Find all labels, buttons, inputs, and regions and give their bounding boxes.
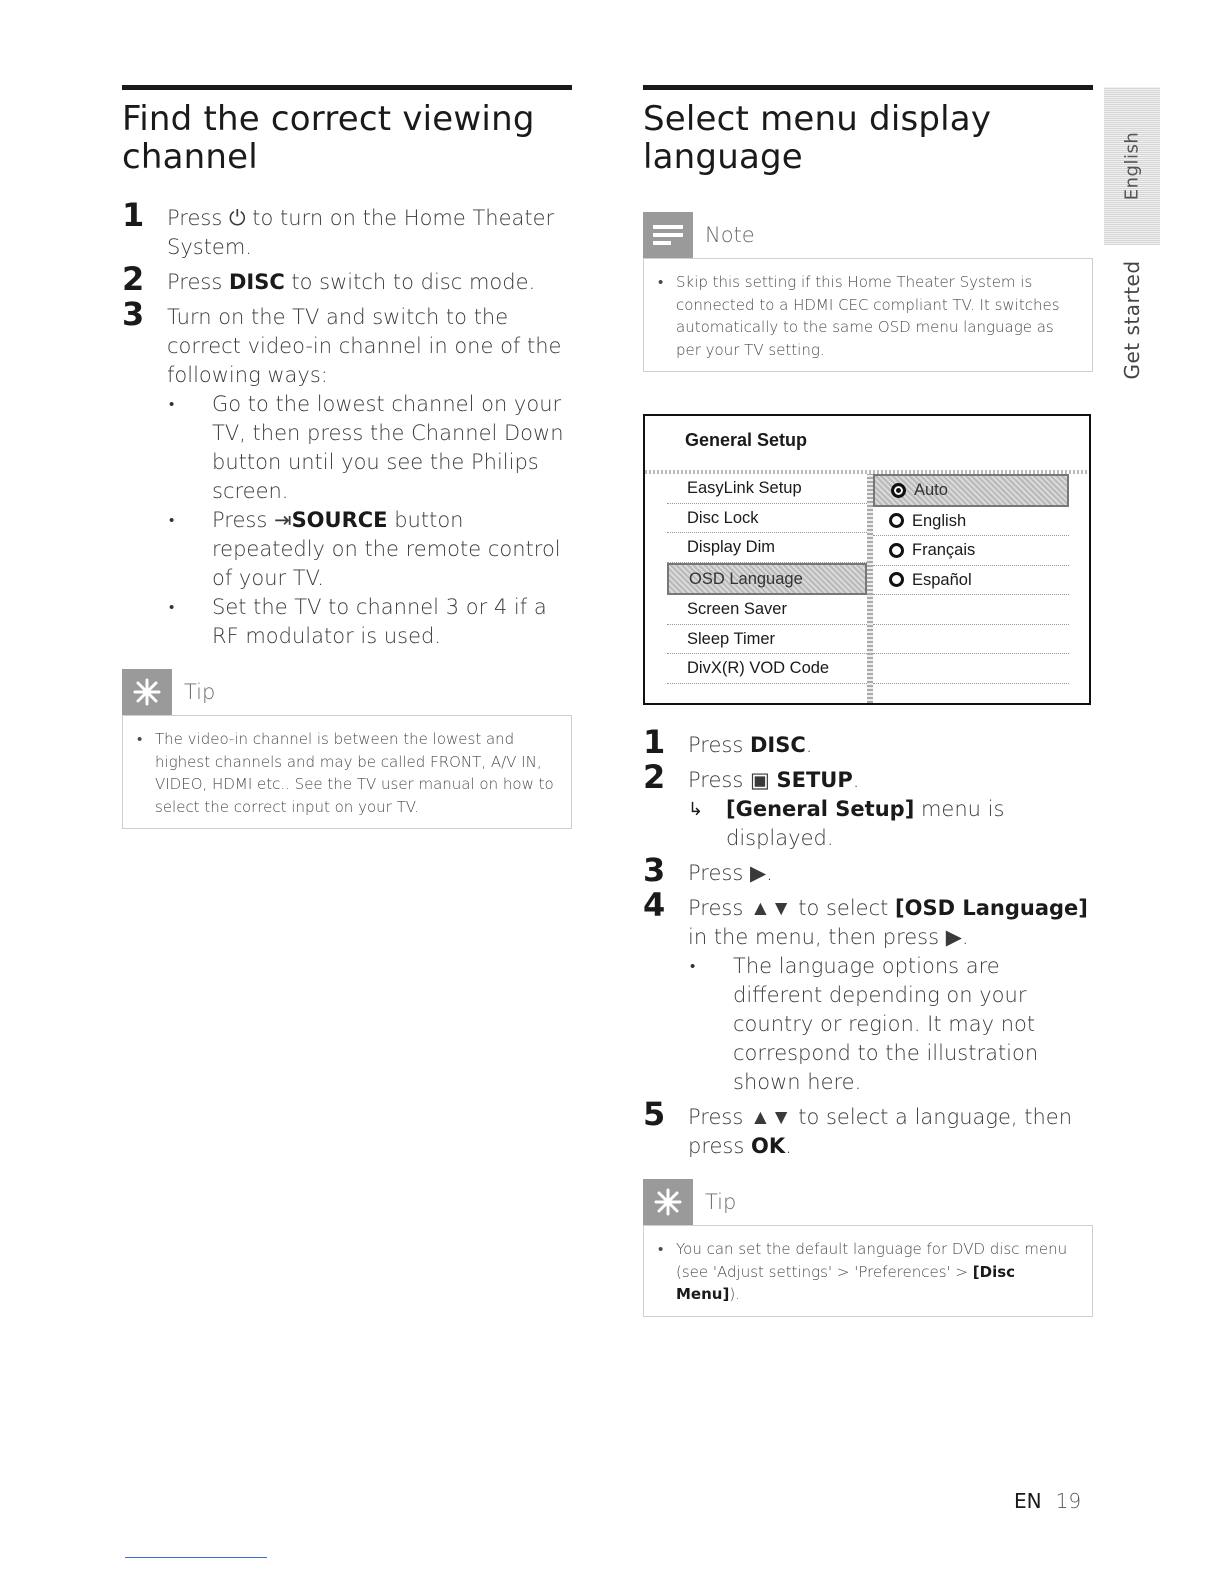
note-title: Note: [705, 223, 755, 247]
tip-asterisk-icon: [122, 669, 172, 715]
tip-title: Tip: [705, 1190, 737, 1214]
section-rule: [643, 85, 1093, 90]
note-icon: [643, 212, 693, 258]
step-1: 1 Press ⏻ to turn on the Home Theater System.: [122, 196, 555, 259]
step-result: ↳ [General Setup] menu is displayed.: [688, 797, 1005, 850]
footer-language: EN: [1014, 1489, 1042, 1513]
section-rule: [122, 85, 572, 90]
power-icon: ⏻: [228, 206, 246, 230]
step-5: 5 Press ▲▼ to select a language, then press OK.: [643, 1095, 1073, 1158]
bullet-item: • Press ⇥SOURCE button repeatedly on the remote control of your TV.: [167, 506, 572, 593]
osd-item: Disc Lock: [667, 504, 867, 534]
page-number: 19: [1055, 1489, 1082, 1513]
step-number: 1: [122, 196, 145, 234]
radio-icon: [889, 572, 904, 587]
osd-menu-list: [667, 474, 867, 684]
osd-item: Display Dim: [667, 533, 867, 563]
osd-menu-illustration: [643, 414, 1091, 705]
step-2: 2 Press DISC to switch to disc mode.: [122, 260, 536, 298]
bullet-item: • Set the TV to channel 3 or 4 if a RF modulator is used.: [167, 593, 572, 651]
osd-options-list: [873, 474, 1069, 684]
step-number: 3: [122, 295, 145, 333]
right-arrow-icon: ▶: [945, 925, 962, 949]
tip-asterisk-icon: [643, 1179, 693, 1225]
step-3: 3 Turn on the TV and switch to the correct video-in channel in one of the following ways: • Go to the lowest channel on your TV, then press the Channel Down button until you see the Philips screen. • Press ⇥SOURCE button repeatedly on the remote control of your TV. • Set the TV to channel 3 or 4 if a RF modulator is used.: [122, 303, 572, 651]
osd-item-selected: OSD Language: [667, 563, 867, 596]
osd-option: Français: [873, 536, 1069, 566]
osd-item: Screen Saver: [667, 595, 867, 625]
steps-list: [643, 723, 1093, 1161]
step-number: 5: [643, 1095, 666, 1133]
right-column: [643, 85, 1093, 1317]
step-number: 3: [643, 851, 666, 889]
steps-list: [122, 196, 572, 651]
bullet-list: [688, 952, 1093, 1097]
step-number: 4: [643, 886, 666, 924]
step-number: 2: [122, 260, 145, 298]
section-title-find-channel: Find the correct viewing channel: [122, 99, 535, 177]
left-column: [122, 85, 572, 829]
note-text: • Skip this setting if this Home Theater System is connected to a HDMI CEC compliant TV. It switches automatically to the same OSD menu language as per your TV setting.: [658, 271, 1078, 361]
osd-title: General Setup: [685, 430, 808, 450]
up-down-arrow-icon: ▲▼: [749, 896, 792, 920]
tip-text: • The video-in channel is between the lowest and highest channels and may be called FRONT, A/V IN, VIDEO, HDMI etc.. See the TV user manual on how to select the correct input on your TV.: [137, 728, 557, 818]
up-down-arrow-icon: ▲▼: [749, 1105, 792, 1129]
tip-title: Tip: [184, 680, 216, 704]
step-4: 4 Press ▲▼ to select [OSD Language] in the menu, then press ▶. • The language options are different depending on your country or region. It may not correspond to the illustration shown here.: [643, 894, 1093, 1097]
osd-item: Sleep Timer: [667, 625, 867, 655]
bullet-list: [167, 390, 572, 651]
osd-option-selected: Auto: [873, 474, 1069, 507]
side-tab-section-label: Get started: [1120, 260, 1144, 380]
tip-box: [122, 669, 572, 829]
step-1: 1 Press DISC.: [643, 723, 813, 761]
bottom-link-line: [125, 1557, 267, 1558]
tip-box: [643, 1179, 1093, 1317]
radio-selected-icon: [891, 483, 906, 498]
step-2: 2 Press ▣ SETUP. ↳ [General Setup] menu is displayed.: [643, 766, 1093, 853]
page-footer: [1014, 1489, 1081, 1513]
side-tab-section: [1104, 250, 1160, 390]
section-title-menu-language: Select menu display language: [643, 99, 992, 177]
osd-item: DivX(R) VOD Code: [667, 654, 867, 684]
setup-icon: ▣: [749, 768, 777, 792]
bullet-item: • Go to the lowest channel on your TV, then press the Channel Down button until you see the Philips screen.: [167, 390, 572, 506]
right-arrow-icon: ▶: [749, 861, 767, 885]
step-number: 2: [643, 758, 666, 796]
osd-option: Español: [873, 566, 1069, 596]
radio-icon: [889, 513, 904, 528]
side-tab-language-label: English: [1121, 131, 1143, 201]
note-box: [643, 212, 1093, 372]
radio-icon: [889, 543, 904, 558]
bullet-item: • The language options are different depending on your country or region. It may not correspond to the illustration shown here.: [688, 952, 1093, 1097]
step-number: 1: [643, 723, 666, 761]
osd-item: EasyLink Setup: [667, 474, 867, 504]
osd-option: English: [873, 507, 1069, 537]
side-tab-language: [1104, 87, 1160, 245]
tip-text: • You can set the default language for DVD disc menu (see 'Adjust settings' > 'Preferences' > [Disc Menu]).: [658, 1238, 1078, 1306]
step-3: 3 Press ▶.: [643, 851, 773, 889]
source-icon: ⇥: [273, 508, 292, 532]
result-arrow-icon: ↳: [688, 799, 704, 820]
